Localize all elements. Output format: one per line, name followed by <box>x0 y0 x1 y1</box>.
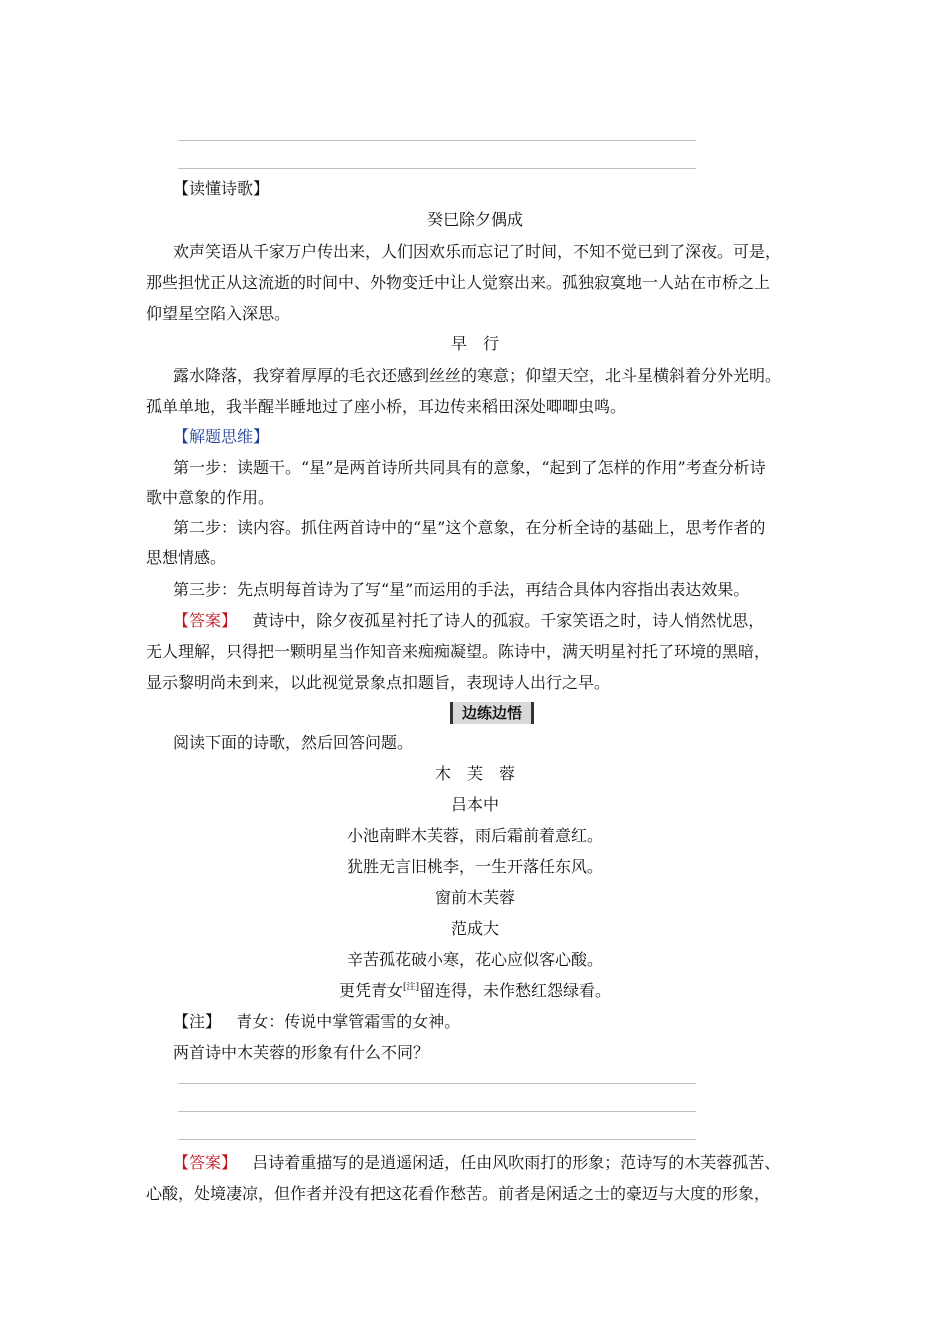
poem-title: 癸巳除夕偶成 <box>426 210 523 229</box>
paragraph-line: 孤单单地，我半醒半睡地过了座小桥，耳边传来稻田深处唧唧虫鸣。 <box>146 397 627 416</box>
answer-paragraph-line: 无人理解，只得把一颗明星当作知音来痴痴凝望。陈诗中，满天明星衬托了环境的黑暗， <box>146 642 771 661</box>
poem-title: 窗前木芙蓉 <box>434 888 515 907</box>
poem-author: 范成大 <box>450 919 499 938</box>
paragraph-line: 第二步：读内容。抓住两首诗中的“星”这个意象，在分析全诗的基础上，思考作者的 <box>173 518 766 537</box>
section-heading-solution-thinking: 【解题思维】 <box>173 427 270 446</box>
answer-paragraph-line <box>173 1153 780 1173</box>
footnote-marker: [注] <box>402 982 420 993</box>
answer-line <box>178 168 696 169</box>
poem-verse: 犹胜无言旧桃李，一生开落任东风。 <box>346 857 603 876</box>
paragraph-line: 歌中意象的作用。 <box>146 488 275 507</box>
paragraph-line: 第三步：先点明每首诗为了写“星”而运用的手法，再结合具体内容指出表达效果。 <box>173 580 750 599</box>
poem-author: 吕本中 <box>450 795 499 814</box>
paragraph-line: 思想情感。 <box>146 548 227 567</box>
poem-title: 早 行 <box>450 334 499 353</box>
footnote <box>173 1012 460 1032</box>
poem-verse: 辛苦孤花破小寒，花心应似客心酸。 <box>346 950 603 969</box>
poem-verse: 更凭青女[注]留连得，未作愁红怨绿看。 <box>338 981 612 1000</box>
answer-line <box>178 1083 696 1084</box>
footnote-label: 【注】 <box>173 1012 222 1031</box>
answer-line <box>178 1111 696 1112</box>
paragraph-line: 仰望星空陷入深思。 <box>146 304 291 323</box>
answer-text: 吕诗着重描写的是逍遥闲适，任由风吹雨打的形象；范诗写的木芙蓉孤苦、 <box>252 1153 781 1172</box>
paragraph-line: 欢声笑语从千家万户传出来，人们因欢乐而忘记了时间，不知不觉已到了深夜。可是， <box>173 242 782 261</box>
answer-paragraph-line: 心酸，处境凄凉，但作者并没有把这花看作愁苦。前者是闲适之士的豪迈与大度的形象， <box>146 1184 771 1203</box>
question-text: 两首诗中木芙蓉的形象有什么不同？ <box>173 1043 430 1062</box>
paragraph-line: 第一步：读题干。“星”是两首诗所共同具有的意象，“起到了怎样的作用”考查分析诗 <box>173 458 766 477</box>
answer-label: 【答案】 <box>173 1153 238 1172</box>
answer-line <box>178 140 696 141</box>
paragraph-line: 那些担忧正从这流逝的时间中、外物变迁中让人觉察出来。孤独寂寞地一人站在市桥之上 <box>146 273 771 292</box>
section-heading-read-poems: 【读懂诗歌】 <box>173 179 270 198</box>
practice-section-badge: 边练边悟 <box>450 702 534 724</box>
poem-title: 木 芙 蓉 <box>434 764 515 783</box>
poem-verse: 小池南畔木芙蓉，雨后霜前着意红。 <box>346 826 603 845</box>
answer-text: 黄诗中，除夕夜孤星衬托了诗人的孤寂。千家笑语之时，诗人悄然忧思， <box>252 611 765 630</box>
footnote-text: 青女：传说中掌管霜雪的女神。 <box>236 1012 461 1031</box>
answer-line <box>178 1139 696 1140</box>
answer-paragraph-line: 显示黎明尚未到来，以此视觉景象点扣题旨，表现诗人出行之早。 <box>146 673 611 692</box>
answer-label: 【答案】 <box>173 611 238 630</box>
paragraph-line: 露水降落，我穿着厚厚的毛衣还感到丝丝的寒意；仰望天空，北斗星横斜着分外光明。 <box>173 366 782 385</box>
instruction-text: 阅读下面的诗歌，然后回答问题。 <box>173 733 414 752</box>
answer-paragraph-line <box>173 611 764 631</box>
